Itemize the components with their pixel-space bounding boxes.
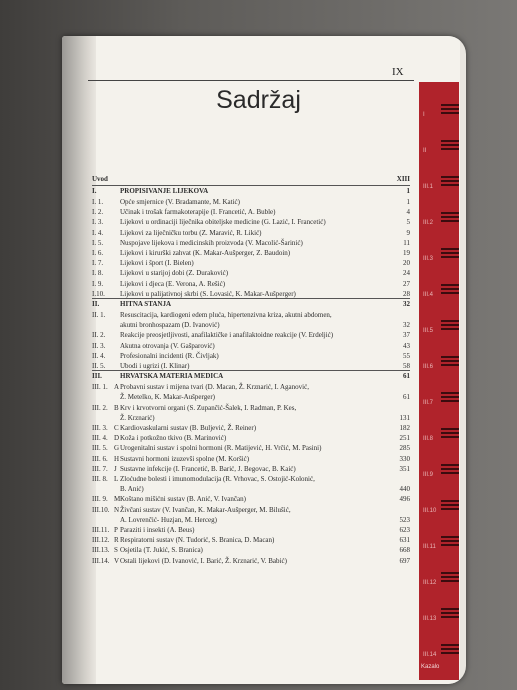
thumb-tab-mark [441,540,459,542]
toc-page: 4 [406,208,410,217]
toc-text: Respiratorni sustav (N. Tudorić, S. Branica, D. Macan) [120,536,275,545]
toc-text: Kardiovaskularni sustav (B. Buljević, Ž. Reiner) [120,424,257,432]
thumb-tab-mark [441,252,459,254]
toc-number: I. 9. [92,279,104,288]
thumb-tab-mark [441,176,459,178]
toc-number: III. 1. [92,383,108,392]
toc-number: III. 3. [92,424,108,432]
toc-page: 24 [403,269,410,278]
thumb-tab-mark [441,392,459,394]
page-number: IX [392,66,404,78]
toc-text: Ž. Metelko, K. Makar-Aušperger) [120,393,215,402]
toc-text: Probavni sustav i mijena tvari (D. Macan, Ž. Krznarić, I. Aganović, [120,383,309,392]
toc-text: Ostali lijekovi (D. Ivanović, I. Barić, Ž. Krznarić, V. Babić) [120,556,287,565]
toc-number: I.10. [92,289,105,298]
toc-page: 251 [399,434,410,443]
thumb-index-strip [419,82,459,680]
toc-text: HRVATSKA MATERIA MEDICA [120,372,224,381]
thumb-tab-mark [441,648,459,650]
toc-page: 32 [403,321,410,330]
thumb-tab-mark [441,140,459,142]
toc-number: II. 1. [92,311,106,319]
toc-text: Zloćudne bolesti i imunomodulacija (R. Vrhovac, S. Ostojić-Kolonić, [120,475,315,483]
toc-number: I. 5. [92,238,104,247]
thumb-tab-label: III.5 [423,328,434,334]
thumb-tab-label: III.3 [423,256,434,262]
thumb-tab-label: III.2 [423,220,434,226]
thumb-tab-label: III.8 [423,436,434,442]
toc-text: Urogenitalni sustav i spolni hormoni (R. Matijević, H. Vrčić, M. Pasini) [120,444,322,453]
toc-text: Ubodi i ugrizi (I. Klinar) [120,362,190,370]
toc-number: III. 4. [92,434,108,443]
thumb-tab-mark [441,508,459,510]
toc-page: 61 [403,393,410,402]
toc-text: Osjetila (T. Jukić, S. Branica) [120,546,203,555]
toc-number: III.10. [92,505,110,514]
toc-text: Lijekovi i šport (I. Bielen) [120,259,194,268]
thumb-tab-mark [441,608,459,610]
thumb-tab-mark [441,464,459,466]
toc-letter: L [114,475,119,483]
toc-number: I. 3. [92,218,104,227]
thumb-tab-mark [441,256,459,258]
thumb-tab-mark [441,180,459,182]
toc-number: III. 5. [92,444,108,453]
toc-number: II. 4. [92,351,106,360]
toc-text: Ž. Krznarić) [120,413,155,422]
toc-text: Sustavni hormoni izuzevši spolne (M. Koršić) [120,454,250,463]
toc-page: 182 [399,424,410,432]
toc-page: 43 [403,341,410,350]
toc-text: Sustavne infekcije (I. Francetić, B. Barić, J. Begovac, B. Kaić) [120,464,296,473]
thumb-tab-mark [441,500,459,502]
toc-number: III.13. [92,546,110,555]
toc-number: I. 4. [92,228,104,237]
toc-text: Koža i potkožno tkivo (B. Marinović) [120,434,227,443]
toc-page: 55 [403,351,410,360]
toc-number: II. [92,300,100,308]
thumb-tab-mark [441,324,459,326]
thumb-tab-mark [441,148,459,150]
thumb-tab-mark [441,468,459,470]
thumb-tab-mark [441,216,459,218]
toc-page: 5 [406,218,410,227]
toc-number: I. 7. [92,259,104,268]
toc-number: I. 1. [92,198,104,206]
toc-letter: A [114,383,120,392]
toc-letter: M [114,495,121,504]
toc-page: 351 [399,464,410,473]
toc-text: A. Lovrenčić- Huzjan, M. Herceg) [120,515,217,524]
toc-page: 28 [403,289,410,298]
toc-number: I. 6. [92,249,104,257]
toc-letter: C [114,424,119,432]
toc-letter: P [114,526,118,534]
thumb-tab-label: III.6 [423,364,434,370]
thumb-tab-label: III.4 [423,292,434,298]
thumb-tab-mark [441,572,459,574]
thumb-tab-mark [441,364,459,366]
thumb-tab-mark [441,580,459,582]
thumb-tab-label: III.11 [423,544,436,550]
toc-number: III. [92,372,102,381]
thumb-tab-label: III.9 [423,472,434,478]
toc-number: III. 2. [92,403,108,412]
toc-number: I. 2. [92,208,104,217]
thumb-tab-mark [441,220,459,222]
toc-letter: H [114,454,120,463]
toc-page: 285 [399,444,410,453]
toc-number: II. 2. [92,331,106,340]
thumb-tab-mark [441,144,459,146]
section-rule [92,185,410,186]
toc-label: Uvod [92,175,108,183]
thumb-tab-label: I [423,112,425,118]
toc-text: PROPISIVANJE LIJEKOVA [120,187,209,195]
toc-page: 440 [399,485,410,494]
toc-text: B. Anić) [120,485,144,494]
thumb-tab-mark [441,212,459,214]
thumb-tab-mark [441,288,459,290]
toc-page: 19 [403,249,410,257]
toc-text: Opće smjernice (V. Bradamante, M. Katić) [120,198,240,206]
thumb-tab-mark [441,292,459,294]
toc-letter: J [114,464,117,473]
thumb-tab-mark [441,472,459,474]
thumb-tab-mark [441,428,459,430]
toc-page: 27 [403,279,410,288]
toc-number: III. 8. [92,475,108,483]
thumb-tab-label: III.1 [423,184,434,190]
thumb-tab-mark [441,616,459,618]
toc-page: 330 [399,454,410,463]
toc-text: Lijekovi u starijoj dobi (Z. Duraković) [120,269,229,278]
toc-letter: B [114,403,119,412]
toc-text: Učinak i trošak farmakoterapije (I. Francetić, A. Buble) [120,208,276,217]
thumb-tab-mark [441,504,459,506]
toc-page: 131 [399,413,410,422]
toc-page: XIII [396,175,410,183]
thumb-tab-label: III.12 [423,580,437,586]
thumb-tab-mark [441,644,459,646]
thumb-tab-mark [441,544,459,546]
toc-page: 1 [406,187,410,195]
toc-page: 37 [403,331,410,340]
toc-text: Koštano mišićni sustav (B. Anić, V. Ivančan) [120,495,246,504]
thumb-tab-mark [441,320,459,322]
toc-number: I. 8. [92,269,104,278]
thumb-tab-mark [441,436,459,438]
thumb-tab-mark [441,400,459,402]
toc-page: 523 [399,515,410,524]
toc-letter: V [114,556,120,565]
toc-page: 9 [406,228,410,237]
thumb-tab-label: II [423,148,427,154]
thumb-tab-label: III.14 [423,652,437,658]
toc-page: 631 [399,536,410,545]
section-rule [92,370,410,371]
toc-text: Resuscitacija, kardiogeni edem pluća, hipertenzivna kriza, akutni abdomen, [120,311,332,319]
toc-number: II. 5. [92,362,106,370]
thumb-tab-mark [441,396,459,398]
toc-number: III.12. [92,536,110,545]
toc-page: 697 [399,556,410,565]
thumb-tab-mark [441,536,459,538]
toc-page: 11 [403,238,410,247]
book-gutter [62,36,96,684]
toc-page: 58 [403,362,410,370]
toc-number: III. 7. [92,464,108,473]
thumb-tab-label: III.13 [423,616,437,622]
thumb-tab-mark [441,184,459,186]
toc-page: 668 [399,546,410,555]
toc-page: 32 [403,300,410,308]
toc-text: Živčani sustav (V. Ivančan, K. Makar-Aušperger, M. Bilušić, [120,505,291,514]
thumb-tab-label: III.7 [423,400,434,406]
thumb-tab-mark [441,432,459,434]
thumb-tab-mark [441,356,459,358]
page-title: Sadržaj [216,86,301,114]
toc-letter: N [114,505,120,514]
toc-page: 623 [399,526,410,534]
thumb-tab-mark [441,652,459,654]
toc-text: Lijekovi u palijativnoj skrbi (S. Lovasić, K. Makar-Aušperger) [120,289,296,298]
toc-page: 1 [406,198,410,206]
toc-number: III. 9. [92,495,108,504]
toc-letter: S [114,546,118,555]
toc-text: Nuspojave lijekova i medicinskih proizvoda (V. Macolić-Šarinić) [120,238,303,247]
thumb-tab-kazalo: Kazalo [421,664,440,670]
toc-text: Lijekovi u ordinaciji liječnika obiteljske medicine (G. Lazić, I. Francetić) [120,218,326,227]
thumb-tab-mark [441,284,459,286]
thumb-tab-mark [441,576,459,578]
thumb-tab-mark [441,360,459,362]
toc-number: III.14. [92,556,110,565]
toc-letter: D [114,434,120,443]
thumb-tab-mark [441,612,459,614]
toc-page: 61 [403,372,410,381]
toc-number: I. [92,187,97,195]
thumb-tab-mark [441,328,459,330]
toc-text: Lijekovi za liječničku torbu (Z. Maravić, R. Likić) [120,228,262,237]
toc-letter: R [114,536,119,545]
toc-number: II. 3. [92,341,106,350]
thumb-tab-mark [441,248,459,250]
toc-text: Reakcije preosjetljivosti, anafilaktičke i anafilaktoidne reakcije (V. Erdeljić) [120,331,334,340]
section-rule [92,298,410,299]
toc-letter: G [114,444,120,453]
toc-number: III. 6. [92,454,108,463]
toc-page: 496 [399,495,410,504]
toc-page: 20 [403,259,410,268]
toc-text: Akutna otrovanja (V. Gašparović) [120,341,215,350]
toc-text: Lijekovi i djeca (E. Verona, A. Rešić) [120,279,226,288]
toc-text: Lijekovi i kirurški zahvat (K. Makar-Aušperger, Z. Baudoin) [120,249,291,257]
toc-text: akutni bronhospazam (D. Ivanović) [120,321,220,330]
toc-text: Paraziti i insekti (A. Beus) [120,526,195,534]
toc-text: Profesionalni incidenti (R. Čivljak) [120,351,219,360]
toc-text: HITNA STANJA [120,300,172,308]
header-rule [88,80,414,81]
thumb-tab-label: III.10 [423,508,437,514]
toc-number: III.11. [92,526,110,534]
toc-text: Krv i krvotvorni organi (S. Zupančić-Šalek, I. Radman, P. Kes, [120,403,297,412]
